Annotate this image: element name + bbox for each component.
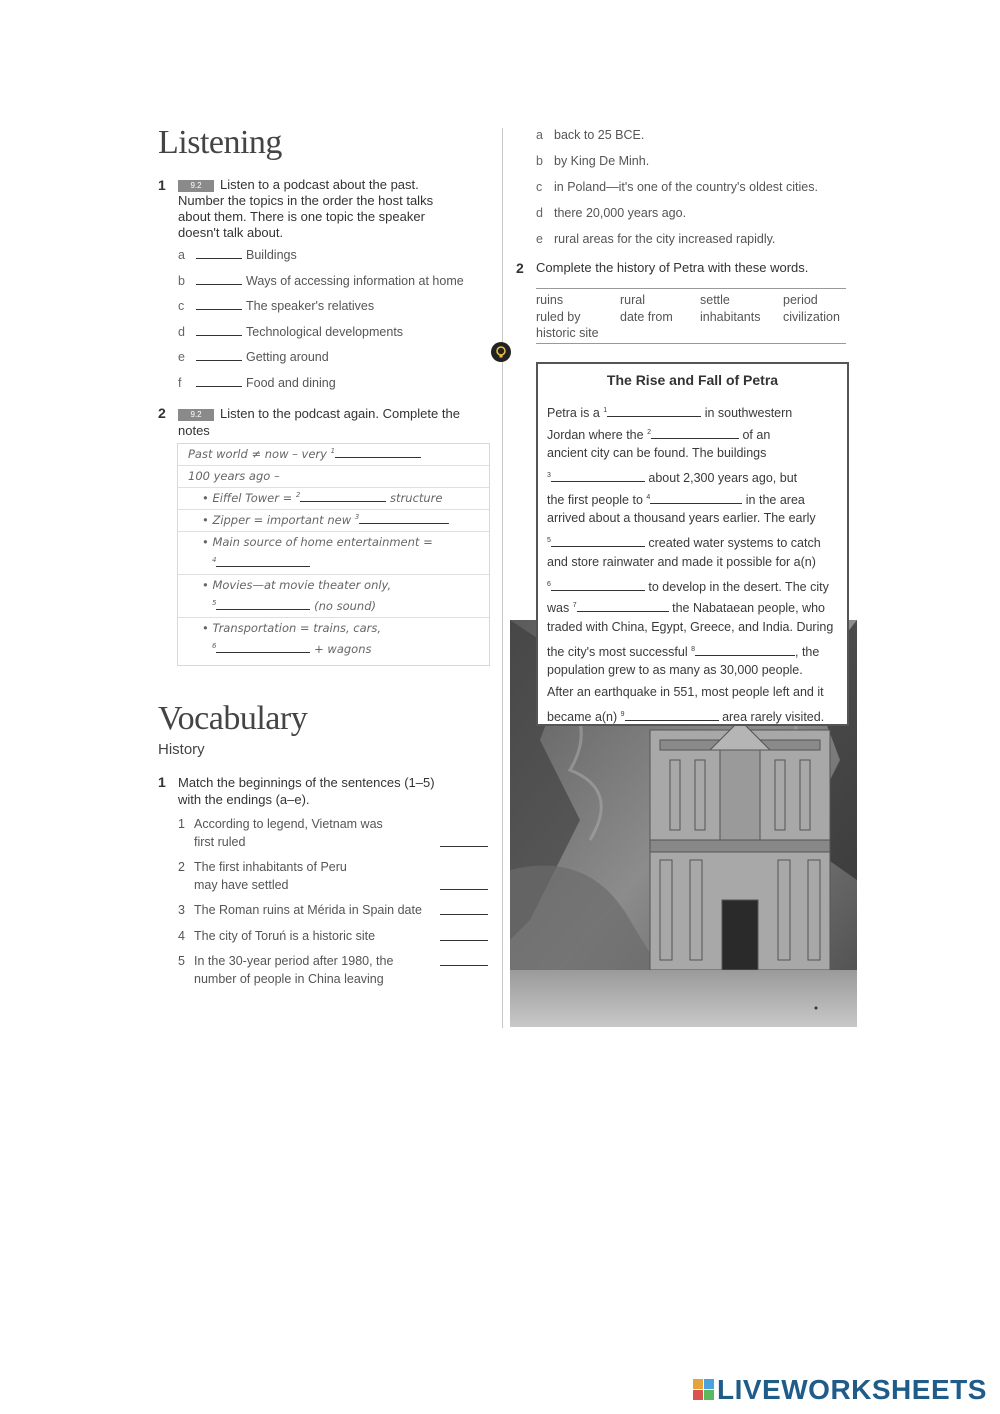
- exercise-number: 2: [516, 260, 524, 276]
- notes-row: 4: [178, 553, 489, 575]
- answer-blank[interactable]: [216, 609, 310, 610]
- sentence-beginnings: 1 According to legend, Vietnam was first ruled 2 The first inhabitants of Peru may have settled 3 The Roman ruins at Mérida in Spain date 4 The city of Toruń is a historic site 5 In the 30-year period after 1980, the number of people in China leaving: [178, 815, 490, 995]
- text-line: ancient city can be found. The buildings: [547, 446, 767, 461]
- notes-row: • Transportation = trains, cars,: [202, 621, 382, 635]
- logo-icon: [693, 1379, 715, 1401]
- answer-blank[interactable]: [650, 503, 742, 504]
- list-item: b Ways of accessing information at home: [178, 273, 464, 288]
- answer-blank[interactable]: [651, 438, 739, 439]
- petra-text-box: [536, 362, 849, 726]
- petra-title: The Rise and Fall of Petra: [606, 372, 779, 388]
- answer-blank[interactable]: [196, 335, 242, 336]
- notes-box: [177, 443, 490, 666]
- list-item: d Technological developments: [178, 324, 404, 339]
- notes-row: • Eiffel Tower = $^2$ structure: [178, 488, 489, 510]
- exercise-number: 1: [158, 177, 166, 193]
- word-option: historic site: [536, 326, 599, 340]
- text-line: arrived about a thousand years earlier. The early: [547, 511, 816, 526]
- answer-blank[interactable]: [551, 590, 645, 591]
- answer-blank[interactable]: [216, 652, 310, 653]
- answer-blank[interactable]: [551, 481, 645, 482]
- text-line: $^3$ about 2,300 years ago, but: [547, 471, 798, 486]
- list-item: f Food and dining: [178, 375, 336, 390]
- vocabulary-heading: Vocabulary: [158, 700, 308, 737]
- answer-blank[interactable]: [440, 940, 488, 941]
- notes-row: $^6$ + wagons: [212, 642, 372, 656]
- list-item: a back to 25 BCE.: [536, 128, 645, 142]
- list-item: b by King De Minh.: [536, 154, 650, 168]
- word-option: settle: [700, 293, 730, 307]
- vocabulary-subheading: History: [158, 741, 205, 758]
- list-item: e Getting around: [178, 350, 329, 364]
- answer-blank[interactable]: [196, 360, 242, 361]
- answer-blank[interactable]: [440, 914, 488, 915]
- answer-blank[interactable]: [607, 416, 701, 417]
- text-line: and store rainwater and made it possible for a(n): [547, 554, 816, 569]
- exercise-instruction: 9.2 Listen to a podcast about the past. Number the topics in the order the host talks about them. There is one topic the speaker doesn't talk about.: [178, 177, 434, 240]
- word-option: inhabitants: [700, 310, 761, 324]
- notes-row: $^5$ (no sound): [178, 596, 489, 618]
- answer-blank[interactable]: [196, 309, 242, 310]
- answer-blank[interactable]: [695, 655, 795, 656]
- word-option: rural: [620, 293, 646, 307]
- answer-blank[interactable]: [216, 566, 310, 567]
- listening-heading: Listening: [158, 124, 282, 161]
- text-line: was $^7$ the Nabataean people, who: [547, 601, 826, 616]
- answer-blank[interactable]: [551, 546, 645, 547]
- notes-row: • Zipper = important new $^3$: [178, 510, 489, 532]
- text-line: the first people to $^4$ in the area: [547, 492, 805, 507]
- text-line: the city's most successful $^8$ , the: [547, 644, 820, 659]
- answer-blank[interactable]: [440, 889, 488, 890]
- petra-paragraph: [547, 400, 842, 725]
- word-option: ruins: [536, 293, 564, 307]
- answer-blank[interactable]: [577, 611, 669, 612]
- list-item: c in Poland—it's one of the country's oldest cities.: [536, 180, 818, 194]
- word-box: [536, 288, 846, 344]
- notes-row: • Movies—at movie theater only,: [202, 578, 392, 592]
- list-item: c The speaker's relatives: [178, 299, 375, 313]
- list-item: d there 20,000 years ago.: [536, 206, 687, 220]
- list-item: e rural areas for the city increased rapidly.: [536, 232, 776, 246]
- text-line: population grew to as many as 30,000 people.: [547, 663, 803, 678]
- text-line: $^5$ created water systems to catch: [547, 536, 821, 551]
- text-line: Petra is a $^1$ in southwestern: [547, 406, 793, 421]
- text-line: Jordan where the $^2$ of an: [547, 427, 771, 442]
- answer-blank[interactable]: [196, 258, 242, 259]
- answer-blank[interactable]: [625, 720, 719, 721]
- audio-track-icon[interactable]: 9.2: [178, 409, 214, 421]
- liveworksheets-logo[interactable]: [693, 1375, 987, 1405]
- answer-blank[interactable]: [196, 386, 242, 387]
- notes-row: 100 years ago –: [178, 466, 489, 488]
- word-option: date from: [620, 310, 673, 324]
- word-option: civilization: [783, 310, 840, 324]
- notes-row: Past world ≠ now – very $^1$: [178, 444, 489, 466]
- answer-blank[interactable]: [335, 457, 421, 458]
- notes-row: • Main source of home entertainment =: [202, 535, 433, 549]
- answer-blank[interactable]: [359, 523, 449, 524]
- text-line: became a(n) $^9$ area rarely visited.: [547, 709, 825, 724]
- word-option: ruled by: [536, 310, 581, 324]
- text-line: $^6$ to develop in the desert. The city: [547, 579, 829, 594]
- word-option: period: [783, 293, 818, 307]
- answer-blank[interactable]: [440, 846, 488, 847]
- logo-text: LIVEWORKSHEETS: [717, 1374, 987, 1405]
- exercise-instruction: Match the beginnings of the sentences (1–5) with the endings (a–e).: [178, 775, 435, 807]
- text-line: traded with China, Egypt, Greece, and India. During: [547, 619, 834, 634]
- column-divider: [502, 128, 503, 1028]
- exercise-instruction: 9.2 Listen to the podcast again. Complete the notes: [178, 406, 460, 438]
- list-item: a Buildings: [178, 248, 297, 262]
- audio-track-icon[interactable]: 9.2: [178, 180, 214, 192]
- answer-blank[interactable]: [300, 501, 386, 502]
- exercise-number: 1: [158, 774, 166, 790]
- exercise-number: 2: [158, 405, 166, 421]
- answer-blank[interactable]: [440, 965, 488, 966]
- lightbulb-icon: [491, 342, 511, 362]
- text-line: After an earthquake in 551, most people left and it: [547, 684, 824, 699]
- answer-blank[interactable]: [196, 284, 242, 285]
- exercise-instruction: Complete the history of Petra with these words.: [536, 260, 809, 275]
